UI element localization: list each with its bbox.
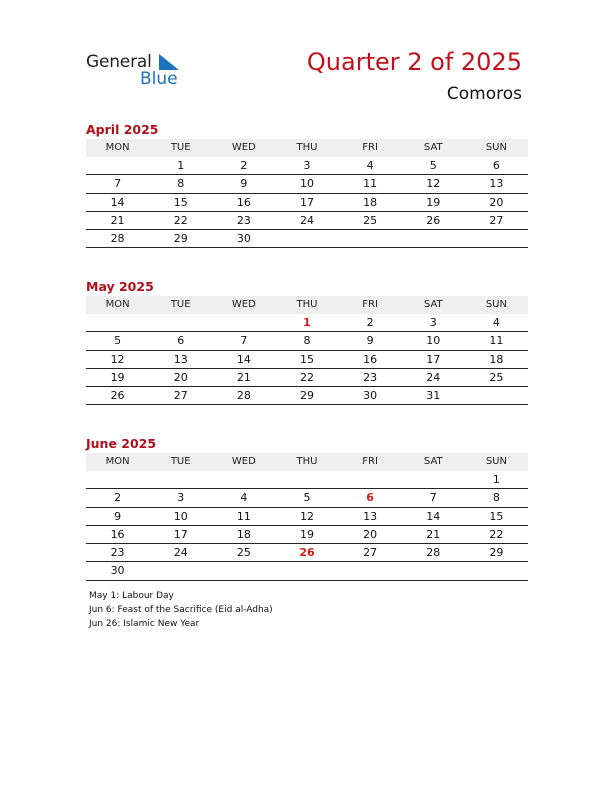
- day-cell: 1: [492, 473, 500, 486]
- day-cell: 21: [110, 213, 125, 227]
- day-cell: 11: [236, 509, 251, 523]
- day-cell: 17: [299, 195, 314, 209]
- month-weeks: [86, 314, 528, 405]
- weekday-label: FRI: [362, 142, 378, 153]
- weekday-header: [86, 139, 528, 157]
- weekday-label: SAT: [423, 456, 443, 467]
- holiday-note: May 1: Labour Day: [89, 591, 174, 601]
- day-cell: 27: [363, 546, 378, 560]
- holiday-note: Jun 6: Feast of the Sacrifice (Eid al-Adha): [89, 605, 273, 615]
- week-row: [86, 314, 528, 332]
- day-cell: 11: [363, 177, 378, 191]
- day-cell: [149, 471, 212, 488]
- day-cell: 15: [299, 352, 314, 366]
- week-row: [86, 175, 528, 193]
- day-cell: 27: [173, 389, 188, 403]
- day-cell: 18: [236, 527, 251, 541]
- weekday-label: FRI: [362, 299, 378, 310]
- day-cell: 29: [299, 389, 314, 403]
- day-cell: [339, 562, 402, 579]
- day-cell: 5: [429, 159, 437, 172]
- weekday-label: MON: [105, 142, 130, 153]
- day-cell: 19: [426, 195, 441, 209]
- day-cell: 15: [489, 509, 504, 523]
- weekday-label: TUE: [170, 142, 191, 153]
- day-cell: 26: [110, 389, 125, 403]
- day-cell: 16: [236, 195, 251, 209]
- logo-general-text: General: [86, 52, 152, 72]
- weekday-label: TUE: [170, 456, 191, 467]
- week-row: [86, 489, 528, 507]
- week-row: [86, 351, 528, 369]
- day-cell: [275, 471, 338, 488]
- weekday-label: SUN: [485, 456, 507, 467]
- day-cell: 2: [366, 316, 374, 329]
- day-cell: 30: [363, 389, 378, 403]
- month-june: [86, 435, 528, 581]
- day-cell: 1: [303, 316, 311, 329]
- day-cell: [339, 471, 402, 488]
- week-row: [86, 212, 528, 230]
- week-row: [86, 157, 528, 175]
- day-cell: [86, 471, 149, 488]
- weekday-label: SAT: [423, 299, 443, 310]
- day-cell: [149, 314, 212, 331]
- week-row: [86, 562, 528, 580]
- week-row: [86, 369, 528, 387]
- day-cell: 4: [366, 159, 374, 172]
- day-cell: 25: [489, 370, 504, 384]
- day-cell: 5: [114, 334, 122, 348]
- week-row: [86, 194, 528, 212]
- day-cell: 29: [173, 232, 188, 246]
- day-cell: 13: [489, 177, 504, 191]
- day-cell: 12: [110, 352, 125, 366]
- holiday-note: Jun 26: Islamic New Year: [89, 619, 200, 629]
- month-title: June 2025: [86, 436, 157, 451]
- day-cell: [275, 230, 338, 247]
- month-title: May 2025: [86, 279, 154, 294]
- day-cell: 31: [426, 389, 441, 403]
- day-cell: 12: [426, 177, 441, 191]
- day-cell: 30: [236, 232, 251, 246]
- day-cell: 5: [303, 491, 311, 505]
- day-cell: 19: [110, 370, 125, 384]
- day-cell: 18: [363, 195, 378, 209]
- day-cell: 8: [492, 491, 500, 505]
- day-cell: [402, 230, 465, 247]
- day-cell: 9: [114, 509, 122, 523]
- day-cell: 24: [173, 546, 188, 560]
- day-cell: 21: [236, 370, 251, 384]
- weekday-label: WED: [231, 142, 256, 153]
- day-cell: 14: [110, 195, 125, 209]
- weekday-label: THU: [296, 456, 318, 467]
- day-cell: [212, 314, 275, 331]
- day-cell: 10: [426, 334, 441, 348]
- day-cell: 3: [429, 316, 437, 329]
- weekday-label: WED: [231, 456, 256, 467]
- generalblue-logo: [86, 52, 186, 92]
- day-cell: 23: [110, 546, 125, 560]
- day-cell: 20: [489, 195, 504, 209]
- day-cell: [212, 471, 275, 488]
- week-row: [86, 230, 528, 248]
- day-cell: 27: [489, 213, 504, 227]
- day-cell: 2: [240, 159, 248, 172]
- day-cell: [86, 157, 149, 174]
- weekday-label: FRI: [362, 456, 378, 467]
- holiday-notes: [89, 589, 273, 631]
- day-cell: 23: [363, 370, 378, 384]
- month-april: [86, 121, 528, 248]
- day-cell: [86, 314, 149, 331]
- day-cell: 6: [492, 159, 500, 172]
- day-cell: [275, 562, 338, 579]
- day-cell: [465, 387, 528, 404]
- day-cell: [339, 230, 402, 247]
- day-cell: 6: [366, 491, 374, 505]
- day-cell: 4: [240, 491, 248, 505]
- day-cell: 20: [363, 527, 378, 541]
- weekday-header: [86, 453, 528, 471]
- day-cell: 17: [173, 527, 188, 541]
- day-cell: 19: [299, 527, 314, 541]
- day-cell: 7: [114, 177, 122, 191]
- day-cell: 25: [236, 546, 251, 560]
- weekday-label: SUN: [485, 142, 507, 153]
- day-cell: 24: [426, 370, 441, 384]
- day-cell: 3: [303, 159, 311, 172]
- day-cell: [149, 562, 212, 579]
- week-row: [86, 332, 528, 350]
- day-cell: 18: [489, 352, 504, 366]
- day-cell: 1: [177, 159, 185, 172]
- day-cell: [465, 562, 528, 579]
- day-cell: 14: [426, 509, 441, 523]
- day-cell: 22: [489, 527, 504, 541]
- month-weeks: [86, 471, 528, 581]
- day-cell: 6: [177, 334, 185, 348]
- country-name: Comoros: [446, 84, 522, 104]
- day-cell: 28: [110, 232, 125, 246]
- weekday-label: SAT: [423, 142, 443, 153]
- day-cell: 21: [426, 527, 441, 541]
- day-cell: 14: [236, 352, 251, 366]
- day-cell: 28: [426, 546, 441, 560]
- day-cell: 22: [173, 213, 188, 227]
- weekday-label: THU: [296, 299, 318, 310]
- day-cell: 23: [236, 213, 251, 227]
- week-row: [86, 526, 528, 544]
- week-row: [86, 387, 528, 405]
- month-may: [86, 278, 528, 405]
- day-cell: 22: [299, 370, 314, 384]
- day-cell: 26: [299, 546, 315, 560]
- day-cell: [402, 471, 465, 488]
- day-cell: 8: [177, 177, 185, 191]
- week-row: [86, 471, 528, 489]
- weekday-label: WED: [231, 299, 256, 310]
- weekday-label: SUN: [485, 299, 507, 310]
- weekday-label: TUE: [170, 299, 191, 310]
- day-cell: 3: [177, 491, 185, 505]
- day-cell: 17: [426, 352, 441, 366]
- weekday-header: [86, 296, 528, 314]
- day-cell: 12: [299, 509, 314, 523]
- day-cell: 13: [363, 509, 378, 523]
- day-cell: 28: [236, 389, 251, 403]
- day-cell: 9: [240, 177, 248, 191]
- day-cell: 15: [173, 195, 188, 209]
- day-cell: 7: [240, 334, 248, 348]
- weekday-label: MON: [105, 299, 130, 310]
- day-cell: 13: [173, 352, 188, 366]
- week-row: [86, 544, 528, 562]
- logo-blue-text: Blue: [140, 69, 178, 89]
- day-cell: 10: [173, 509, 188, 523]
- day-cell: 10: [299, 177, 314, 191]
- day-cell: [402, 562, 465, 579]
- page-title: Quarter 2 of 2025: [306, 48, 522, 76]
- day-cell: 16: [363, 352, 378, 366]
- day-cell: [212, 562, 275, 579]
- day-cell: 30: [110, 564, 125, 578]
- month-weeks: [86, 157, 528, 248]
- day-cell: 24: [299, 213, 314, 227]
- day-cell: 11: [489, 334, 504, 348]
- day-cell: 26: [426, 213, 441, 227]
- week-row: [86, 508, 528, 526]
- day-cell: 16: [110, 527, 125, 541]
- day-cell: 4: [492, 316, 500, 329]
- weekday-label: THU: [296, 142, 318, 153]
- day-cell: [465, 230, 528, 247]
- weekday-label: MON: [105, 456, 130, 467]
- day-cell: 7: [429, 491, 437, 505]
- day-cell: 9: [366, 334, 374, 348]
- day-cell: 8: [303, 334, 311, 348]
- day-cell: 2: [114, 491, 122, 505]
- month-title: April 2025: [86, 122, 159, 137]
- day-cell: 29: [489, 546, 504, 560]
- day-cell: 25: [363, 213, 378, 227]
- day-cell: 20: [173, 370, 188, 384]
